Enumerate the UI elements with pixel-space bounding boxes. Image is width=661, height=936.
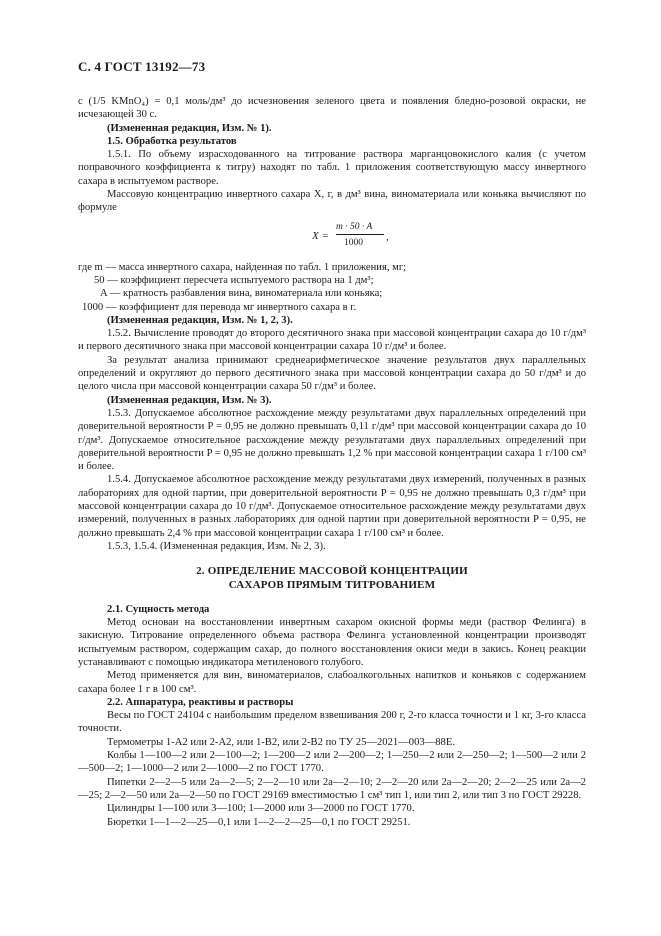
paragraph-pipettes: Пипетки 2—2—5 или 2а—2—5; 2—2—10 или 2а—2—10; 2—2—20 или 2а—2—20; 2—2—25 или 2а—2—25; 2—2—50 или 2а—2—50 по ГОСТ 29169 вместимостью 1 см³ тип 1, или тип 2, или тип 3 по ГОСТ 29228. bbox=[78, 776, 586, 801]
formula-numerator: m · 50 · A bbox=[336, 221, 373, 232]
formula-legend bbox=[78, 261, 586, 314]
paragraph-scales: Весы по ГОСТ 24104 с наибольшим пределом взвешивания 200 г, 2-го класса точности и 1 кг, 3-го класса точности. bbox=[78, 710, 586, 735]
amendment-note: (Измененная редакция, Изм. № 1). bbox=[107, 122, 272, 134]
formula bbox=[78, 217, 586, 257]
subsection-heading: 1.5. Обработка результатов bbox=[107, 135, 237, 147]
section-heading-line: 2. ОПРЕДЕЛЕНИЕ МАССОВОЙ КОНЦЕНТРАЦИИ bbox=[196, 565, 468, 578]
section-heading bbox=[78, 565, 586, 592]
paragraph-1-5-4: 1.5.4. Допускаемое абсолютное расхождение между результатами двух измерений, полученных в разных лабораториях для одной партии, при доверительной вероятности P = 0,95 не должно превышать 0,3 г/дм³ при массовой концентрации сахара до 10 г/дм³. Допускаемое относительное расхождение между результатами двух измерений, полученных в разных лабораториях для одной партии при доверительной вероятности P = 0,95, не должно превышать 2,4 % при массовой концентрации сахара 1 г/100 см³ и более. bbox=[78, 474, 586, 539]
fraction-bar bbox=[336, 234, 384, 235]
formula-lhs: X = bbox=[312, 229, 329, 242]
section-heading-line: САХАРОВ ПРЯМЫМ ТИТРОВАНИЕМ bbox=[228, 578, 436, 591]
paragraph-1-5-2: 1.5.2. Вычисление проводят до второго десятичного знака при массовой концентрации сахара до 10 г/дм³ и первого десятичного знака при массовой концентрации сахара 10 г/дм³ и более. bbox=[78, 328, 586, 353]
paragraph-formula-intro: Массовую концентрацию инвертного сахара X, г, в дм³ вина, виноматериала или коньяка вычисляют по формуле bbox=[78, 189, 586, 214]
amendment-note: (Измененная редакция, Изм. № 1, 2, 3). bbox=[107, 314, 293, 326]
paragraph-thermometers: Термометры 1-А2 или 2-А2, или 1-В2, или 2-В2 по ТУ 25—2021—003—88Е. bbox=[107, 736, 455, 748]
subsection-heading: 2.2. Аппаратура, реактивы и растворы bbox=[107, 696, 294, 708]
subsection-heading: 2.1. Сущность метода bbox=[107, 603, 210, 615]
paragraph-flasks: Колбы 1—100—2 или 2—100—2; 1—200—2 или 2—200—2; 1—250—2 или 2—250—2; 1—500—2 или 2—500—2; 1—1000—2 или 2—1000—2 по ГОСТ 1770. bbox=[78, 750, 586, 775]
formula-denominator: 1000 bbox=[344, 237, 363, 248]
legend-item: где m — масса инвертного сахара, найденная по табл. 1 приложения, мг; bbox=[78, 261, 407, 273]
paragraph-method: Метод основан на восстановлении инвертным сахаром окисной формы меди (раствор Фелинга) в закисную. Титрование определенного объема раствора Фелинга установленной концентрации производят испытуемым раствором, содержащим сахар, до полного восстановления окиси меди в закись. Конец реакции устанавливают с помощью индикатора метиленового голубого. bbox=[78, 617, 586, 668]
page-header: С. 4 ГОСТ 13192—73 bbox=[78, 59, 206, 74]
legend-item: 1000 — коэффициент для перевода мг инвертного сахара в г. bbox=[82, 301, 357, 313]
legend-item: A — кратность разбавления вина, виноматериала или коньяка; bbox=[100, 288, 383, 300]
amendment-note: 1.5.3, 1.5.4. (Измененная редакция, Изм. № 2, 3). bbox=[107, 540, 326, 552]
legend-item: 50 — коэффициент пересчета испытуемого раствора на 1 дм³; bbox=[94, 274, 374, 286]
formula-end: , bbox=[386, 230, 389, 243]
paragraph-burettes: Бюретки 1—1—2—25—0,1 или 1—2—2—25—0,1 по ГОСТ 29251. bbox=[107, 816, 411, 828]
paragraph-application: Метод применяется для вин, виноматериалов, слабоалкогольных напитков и коньяков с содержанием сахара более 1 г в 100 см³. bbox=[78, 670, 586, 695]
page-content bbox=[78, 95, 586, 829]
paragraph-titration-end: с (1/5 KMnO₄) = 0,1 моль/дм³ до исчезновения зеленого цвета и появления бледно-розовой окраски, не исчезающей 30 с. bbox=[78, 96, 586, 121]
paragraph-1-5-1: 1.5.1. По объему израсходованного на титрование раствора марганцовокислого калия (с учетом поправочного коэффициента к титру) находят по табл. 1 приложения соответствующую массу инвертного сахара в испытуемом растворе. bbox=[78, 149, 586, 187]
paragraph-result: За результат анализа принимают среднеарифметическое значение результатов двух параллельных определений и округляют до первого десятичного знака при массовой концентрации сахара до 50 г/дм³ и до целого числа при массовой концентрации сахара 50 г/дм³ и более. bbox=[78, 354, 586, 393]
paragraph-1-5-3: 1.5.3. Допускаемое абсолютное расхождение между результатами двух параллельных определений при доверительной вероятности P = 0,95 не должно превышать 0,11 г/дм³ при массовой концентрации сахара до 10 г/дм³. Допускаемое относительное расхождение между результатами двух параллельных определений при доверительной вероятности P = 0,95 не должно превышать 1,2 % при массовой концентрации сахара 1 г/100 см³ и более. bbox=[78, 407, 586, 473]
paragraph-cylinders: Цилиндры 1—100 или 3—100; 1—2000 или 3—2000 по ГОСТ 1770. bbox=[107, 803, 415, 815]
amendment-note: (Измененная редакция, Изм. № 3). bbox=[107, 394, 272, 406]
